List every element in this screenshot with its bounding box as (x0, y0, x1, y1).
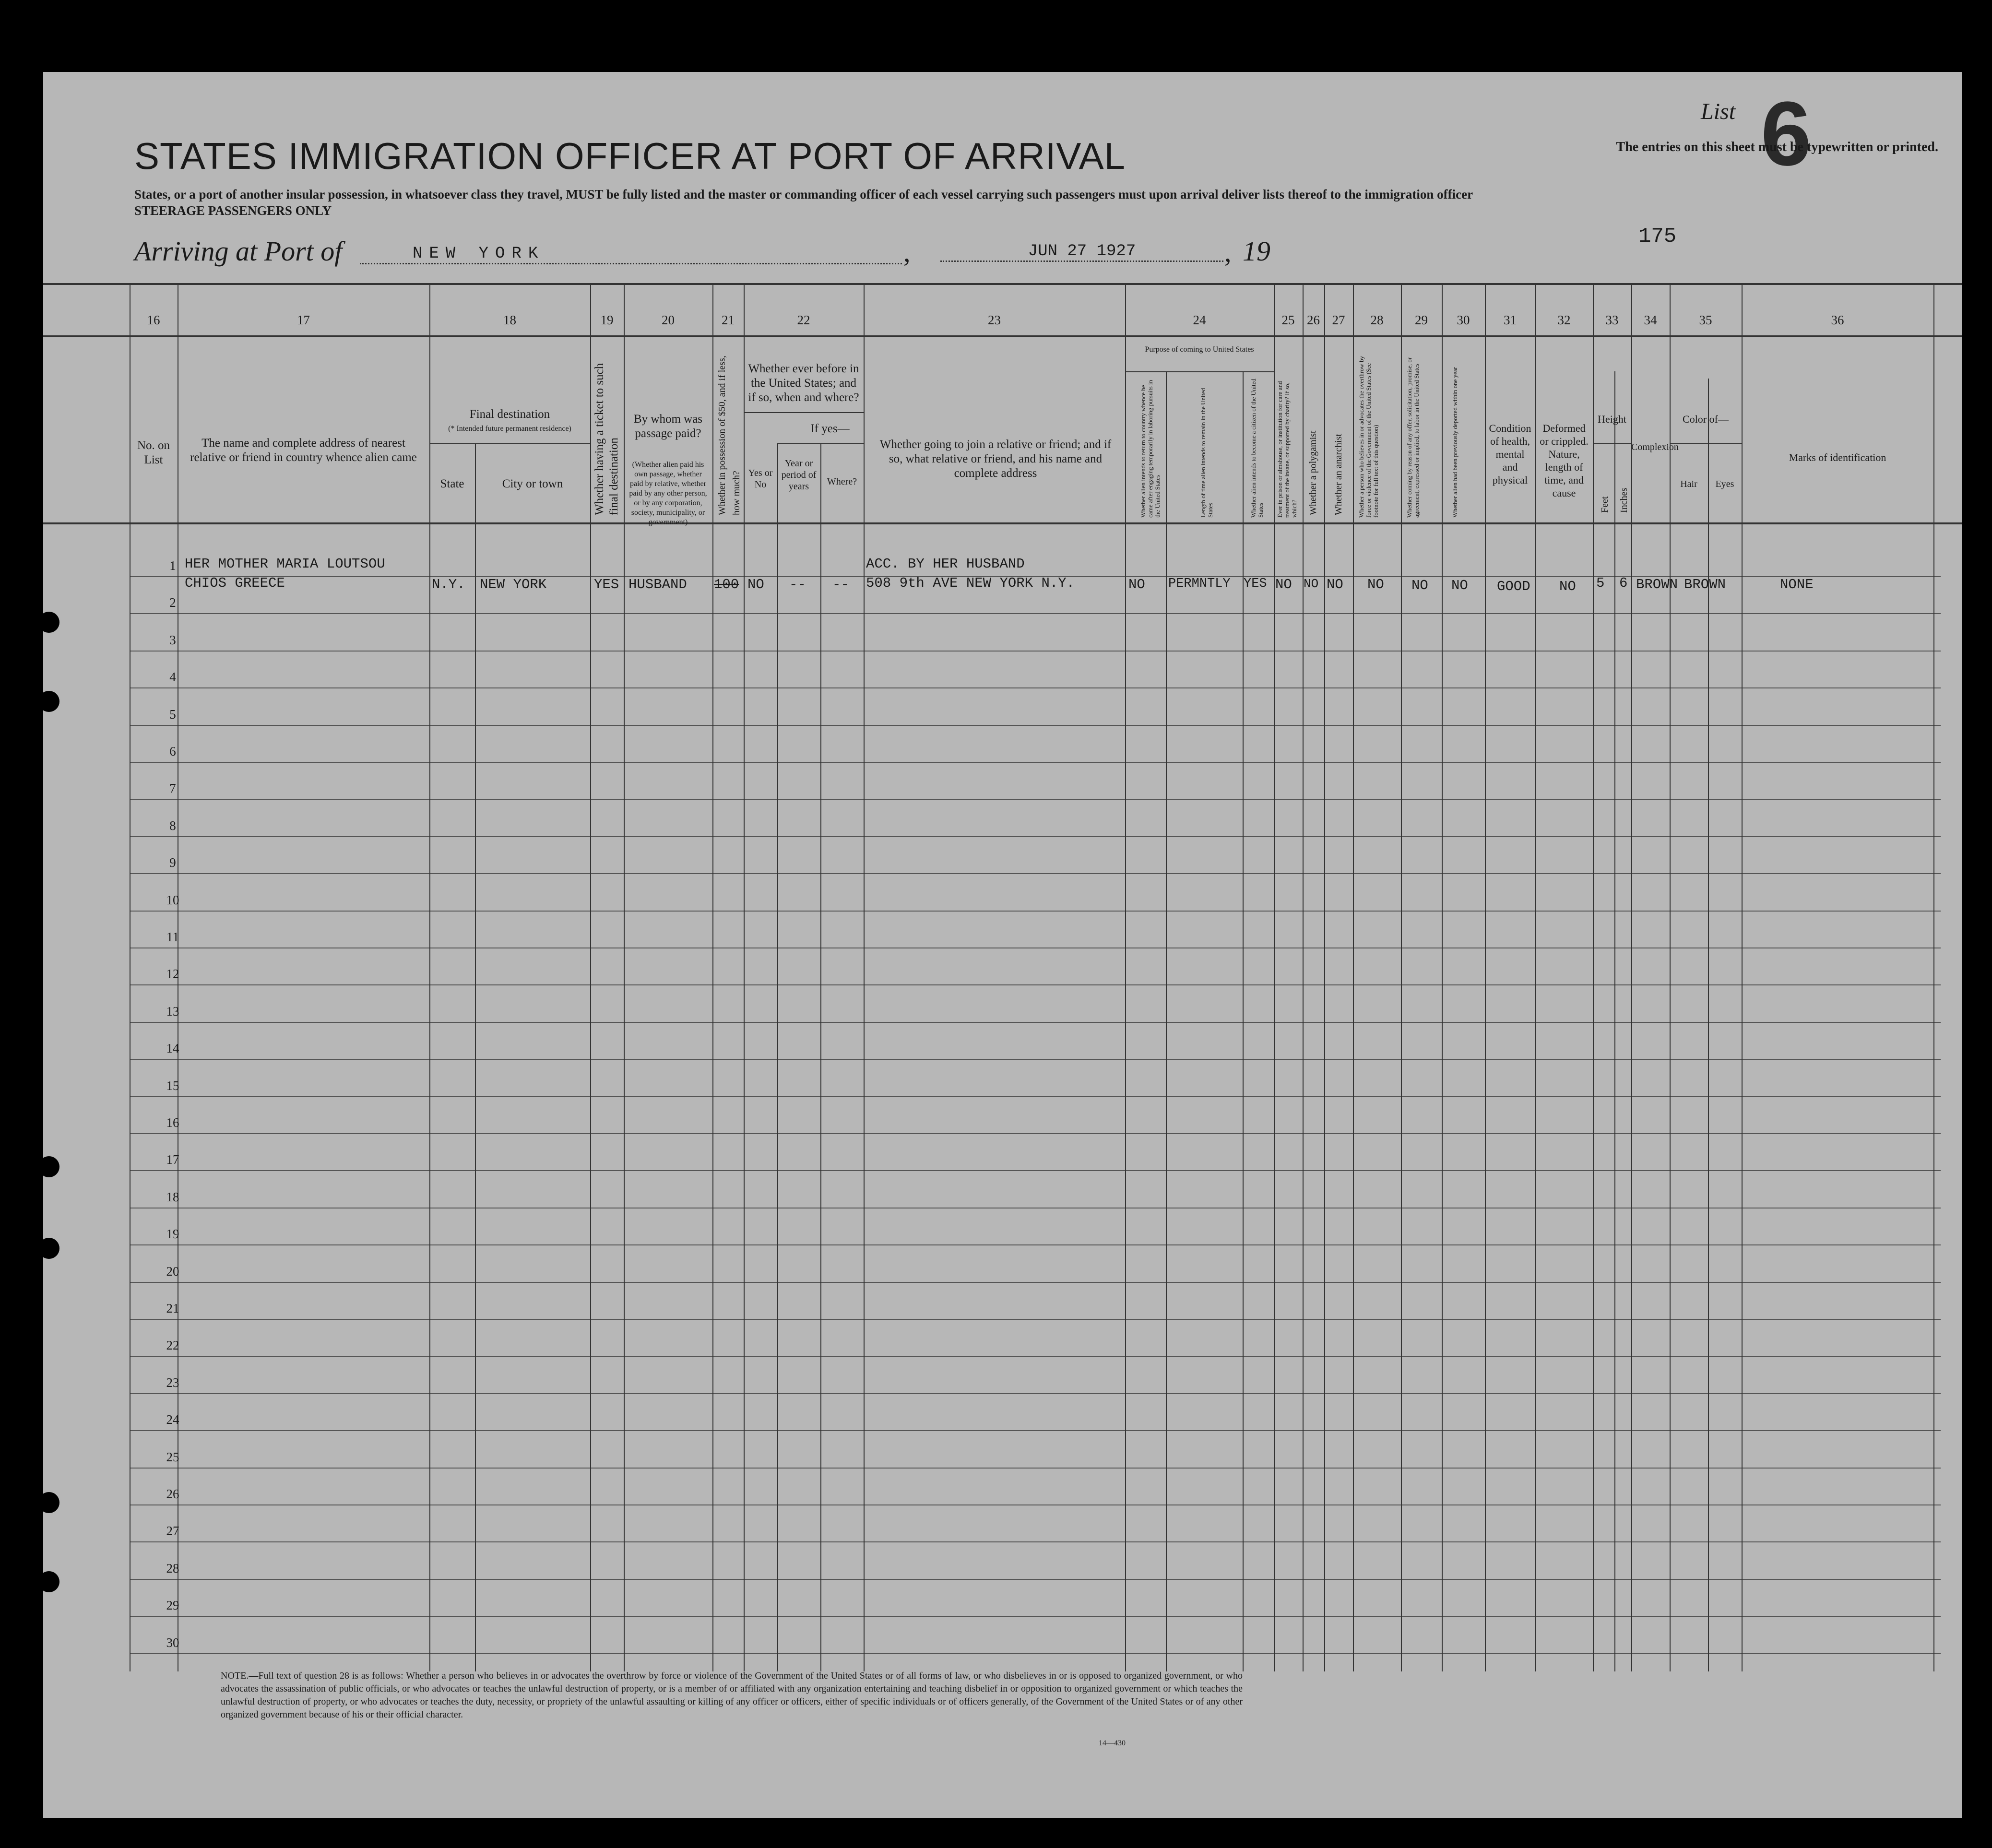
row-rule (130, 1579, 1941, 1580)
header-purpose-citizen: Whether alien intends to become a citizen of the United States (1250, 379, 1264, 518)
entries-note: The entries on this sheet must be typewritten or printed. (1616, 140, 1938, 154)
col-line (1593, 285, 1594, 1671)
row-number: 23 (166, 1375, 179, 1390)
header-purpose-return: Whether alien intends to return to country whence he came after engaging temporarily in laboring pursuits in the United States (1139, 380, 1161, 518)
row-rule (130, 984, 1941, 985)
col-line (1485, 285, 1486, 1671)
entry-inches: 6 (1619, 575, 1628, 591)
header-before-us: Whether ever before in the United States; and if so, when and where? (748, 362, 859, 404)
header-color-of: Color of— (1683, 413, 1729, 425)
header-final-destination-note: (* Intended future permanent residence) (448, 425, 571, 433)
row-number: 9 (169, 855, 176, 870)
year-prefix: 19 (1243, 236, 1270, 267)
entry-paid-by: HUSBAND (628, 577, 687, 592)
sub-header-line (429, 443, 590, 444)
col-line (1353, 285, 1354, 1671)
row-number: 25 (166, 1449, 179, 1464)
entry-deformed: NO (1559, 579, 1576, 594)
sub-header-line (1670, 443, 1742, 444)
entry-feet: 5 (1596, 575, 1605, 591)
col-number: 30 (1457, 313, 1470, 327)
entry-joining-line1: ACC. BY HER HUSBAND (866, 556, 1025, 572)
entry-year-period: -- (789, 577, 806, 592)
row-number: 2 (169, 595, 176, 610)
row-rule (130, 1133, 1941, 1134)
row-number: 15 (166, 1078, 179, 1093)
entry-deported: NO (1451, 578, 1468, 593)
row-rule (130, 725, 1941, 726)
header-paid-by-note: (Whether alien paid his own passage, whether paid by relative, whether paid by any other person, or by any corporation, society, municipality, or government) (629, 461, 707, 526)
col-line (1401, 285, 1402, 1671)
row-number: 21 (166, 1301, 179, 1315)
header-height: Height (1598, 413, 1626, 425)
header-relative: The name and complete address of nearest relative or friend in country whence alien came (190, 437, 417, 464)
col-line (712, 285, 713, 1671)
row-number: 17 (166, 1152, 179, 1167)
col-number: 36 (1831, 313, 1844, 327)
col-number: 17 (297, 313, 310, 327)
row-number: 8 (169, 818, 176, 833)
page-number: 175 (1638, 225, 1677, 249)
row-number: 16 (166, 1115, 179, 1130)
header-offer: Whether coming by reason of any offer, solicitation, promise, or agreement, expressed or implied, to labor in the United States (1406, 357, 1420, 518)
header-anarchist: Whether an anarchist (1333, 434, 1344, 515)
header-possession: Whether in possession of $50, and if less, how much? (717, 355, 742, 515)
header-bottom (43, 522, 1962, 524)
entry-complexion: BROWN (1636, 577, 1678, 592)
header-eyes: Eyes (1715, 479, 1734, 489)
col-number: 32 (1557, 313, 1571, 327)
col-number: 28 (1370, 313, 1384, 327)
col-line (1125, 285, 1126, 1671)
row-number: 29 (166, 1598, 179, 1613)
col-number: 19 (600, 313, 614, 327)
row-number: 14 (166, 1041, 179, 1056)
subtitle-line1: States, or a port of another insular possession, in whatsoever class they travel, MUST be fully listed and the master or commanding officer of each vessel carrying such passengers must upon arrival deliver lists thereof to the immigration officer (134, 187, 1473, 201)
entry-prison: NO (1275, 577, 1292, 592)
row-number: 12 (166, 967, 179, 982)
header-health: Condition of health, mental and physical (1489, 422, 1531, 486)
row-rule (130, 799, 1941, 800)
header-joining: Whether going to join a relative or friend; and if so, what relative or friend, and his name and complete address (879, 438, 1112, 480)
sub-header-line (1593, 443, 1631, 444)
col-line (1933, 285, 1934, 1671)
header-inches: Inches (1619, 487, 1629, 513)
entry-relative-line1: HER MOTHER MARIA LOUTSOU (185, 556, 385, 572)
col-line (1442, 285, 1443, 1671)
row-number: 6 (169, 744, 176, 758)
col-number: 34 (1644, 313, 1657, 327)
col-line (1274, 285, 1275, 1671)
col-number: 35 (1699, 313, 1712, 327)
col-line (1166, 371, 1167, 1671)
col-number: 23 (988, 313, 1001, 327)
entry-possession: 100 (714, 577, 739, 592)
col-line (1614, 371, 1615, 1671)
header-feet: Feet (1600, 496, 1610, 513)
col-number: 33 (1605, 313, 1619, 327)
col-line (1670, 285, 1671, 1671)
row-number: 28 (166, 1561, 179, 1576)
row-number: 27 (166, 1524, 179, 1539)
entry-joining-line2: 508 9th AVE NEW YORK N.Y. (866, 575, 1075, 591)
row-number: 11 (166, 930, 179, 944)
col-number: 18 (503, 313, 516, 327)
row-rule (130, 836, 1941, 837)
manifest-table (43, 283, 1962, 1671)
subtitle (134, 186, 1862, 219)
entry-relative-line2: CHIOS GREECE (185, 575, 285, 591)
row-rule (130, 687, 1941, 688)
comma-separator: , (1224, 237, 1232, 268)
row-number: 1 (169, 558, 176, 573)
col-line (1303, 285, 1304, 1671)
entry-overthrow: NO (1367, 577, 1384, 592)
header-overthrow: Whether a person who believes in or advocates the overthrow by force or violence of the Government of the United States (See footnote for full text of this question) (1358, 355, 1379, 518)
row-rule (130, 1541, 1941, 1542)
row-number: 3 (169, 632, 176, 647)
header-paid-by: By whom was passage paid? (633, 413, 703, 440)
row-rule (130, 1170, 1941, 1171)
col-line (820, 443, 821, 1671)
entry-before-us: NO (747, 577, 764, 592)
header-prison: Ever in prison or almshouse, or institution for care and treatment of the insane, or supported by charity? If so, which? (1276, 381, 1298, 518)
col-line (1324, 285, 1325, 1671)
entry-polygamist: NO (1304, 577, 1319, 591)
entry-length-stay: PERMNTLY (1168, 577, 1231, 591)
row-rule (130, 1653, 1941, 1654)
entry-where: -- (832, 577, 849, 592)
row-rule (130, 1319, 1941, 1320)
row-rule (130, 1022, 1941, 1023)
row-rule (130, 1059, 1941, 1060)
page-title: STATES IMMIGRATION OFFICER AT PORT OF ARRIVAL (134, 135, 1126, 177)
entry-return-country: NO (1128, 577, 1145, 592)
entry-citizen: YES (1244, 577, 1267, 591)
col-line (744, 285, 745, 1671)
col-number: 20 (662, 313, 675, 327)
header-ticket: Whether having a ticket to such final destination (593, 363, 620, 515)
col-line (864, 285, 865, 1671)
row-rule (130, 1096, 1941, 1097)
sub-header-line (1125, 371, 1274, 372)
sub-header-line (744, 412, 864, 413)
row-rule (130, 1430, 1941, 1431)
entry-ticket: YES (594, 577, 619, 592)
row-rule (130, 1468, 1941, 1469)
subtitle-line2: STEERAGE PASSENGERS ONLY (134, 203, 332, 218)
entry-offer: NO (1411, 578, 1428, 593)
col-line (590, 285, 591, 1671)
header-purpose-length: Length of time alien intends to remain in the United States (1199, 388, 1214, 518)
entry-city: NEW YORK (480, 577, 547, 592)
row-rule (130, 1356, 1941, 1357)
col-number: 21 (722, 313, 735, 327)
row-number: 26 (166, 1487, 179, 1501)
row-rule (130, 1504, 1941, 1505)
entry-hair: BROWN (1684, 577, 1726, 592)
row-number: 7 (169, 781, 176, 796)
col-number: 22 (797, 313, 810, 327)
header-purpose: Purpose of coming to United States (1145, 345, 1254, 354)
header-state: State (440, 477, 464, 490)
footnote: NOTE.—Full text of question 28 is as follows: Whether a person who believes in or advocates the overthrow by force or violence of the Government of the United States or of all forms of law, or who disbelieves in or is opposed to organized government, or who advocates the assassination of public officials, or who advocates or teaches the unlawful destruction of property, or is a member of or affiliated with any organization entertaining and teaching disbelief in or opposition to organized government or which teaches the unlawful destruction of property, or who advocates or teaches the duty, necessity, or propriety of the unlawful assaulting or killing of any officer or officers, either of specific individuals or of officers generally, of the Government of the United States or of any other organized government because of his or their official character. (221, 1670, 1243, 1720)
row-rule (130, 613, 1941, 614)
sub-header-line (777, 443, 864, 444)
header-yes-no: Yes or No (748, 468, 773, 490)
port-field: NEW YORK (360, 245, 902, 264)
row-number: 22 (166, 1338, 179, 1353)
col-line (1631, 285, 1632, 1671)
entry-state: N.Y. (432, 577, 465, 592)
arriving-label: Arriving at Port of (134, 236, 343, 267)
col-number: 27 (1332, 313, 1345, 327)
header-year-period: Year or period of years (781, 458, 817, 492)
form-number: 14—430 (1099, 1739, 1126, 1747)
col-number: 25 (1281, 313, 1295, 327)
row-rule (130, 762, 1941, 763)
col-number: 26 (1307, 313, 1320, 327)
row-number: 10 (166, 892, 179, 907)
row-number: 13 (166, 1004, 179, 1019)
row-rule (130, 1282, 1941, 1283)
row-rule (130, 873, 1941, 874)
col-line (1243, 371, 1244, 1671)
row-number: 20 (166, 1264, 179, 1279)
row-number: 5 (169, 707, 176, 722)
col-line (624, 285, 625, 1671)
list-number: 6 (1761, 83, 1812, 185)
col-number: 24 (1193, 313, 1206, 327)
row-number: 24 (166, 1412, 179, 1427)
header-final-destination: Final destination (469, 408, 550, 421)
header-polygamist: Whether a polygamist (1308, 430, 1318, 515)
col-line (1742, 285, 1743, 1671)
header-deported: Whether alien had been previously deported within one year (1451, 367, 1458, 518)
col-number: 16 (147, 313, 160, 327)
header-divider (43, 335, 1962, 337)
col-number: 31 (1504, 313, 1517, 327)
comma-separator: , (903, 237, 911, 268)
list-label: List (1701, 99, 1736, 124)
row-rule (130, 911, 1941, 912)
manifest-sheet (43, 72, 1962, 1818)
row-rule (130, 1244, 1941, 1245)
header-deformed: Deformed or crippled. Nature, length of time, and cause (1540, 422, 1589, 499)
row-number: 4 (169, 670, 176, 685)
entry-marks: NONE (1780, 577, 1814, 592)
row-rule (130, 651, 1941, 652)
row-rule (130, 1393, 1941, 1394)
header-if-yes: If yes— (810, 422, 850, 435)
col-line (1708, 379, 1709, 1671)
header-marks: Marks of identification (1789, 451, 1886, 463)
col-number: 29 (1415, 313, 1428, 327)
col-line (429, 285, 430, 1671)
header-complexion: Complexion (1631, 442, 1679, 452)
header-city: City or town (502, 477, 563, 490)
header-where: Where? (827, 476, 857, 487)
row-number: 18 (166, 1189, 179, 1204)
header-no-on-list: No. on List (137, 439, 170, 466)
col-line (1535, 285, 1536, 1671)
entry-health: GOOD (1497, 579, 1530, 594)
col-line (475, 443, 476, 1671)
header-hair: Hair (1680, 479, 1697, 489)
row-rule (130, 1616, 1941, 1617)
entry-anarchist: NO (1327, 577, 1343, 592)
date-field: JUN 27 1927 (940, 242, 1223, 262)
row-number: 30 (166, 1635, 179, 1650)
col-line (777, 443, 778, 1671)
row-number: 19 (166, 1227, 179, 1242)
